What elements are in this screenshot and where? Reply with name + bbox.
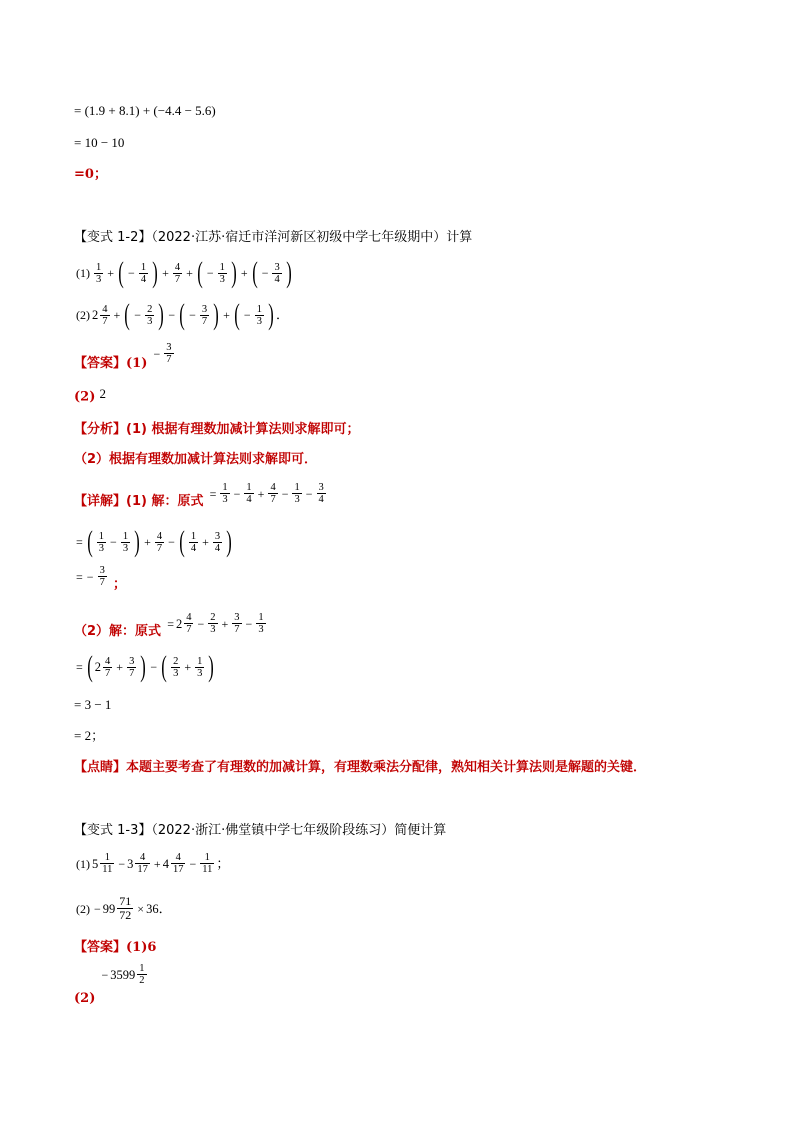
variant-1-2-analysis-1: 【分析】(1) 根据有理数加减计算法则求解即可； — [74, 422, 360, 437]
calc-line-1: = (1.9 + 8.1) + (−4.4 − 5.6) — [74, 103, 216, 118]
variant-1-3-answer-2: (2) − 3599 1 2 — [74, 963, 145, 1006]
variant-1-2-header: 【变式 1-2】（2022·江苏·宿迁市洋河新区初级中学七年级期中）计算 — [74, 230, 473, 245]
variant-1-2-detail-1-step-2: = ( 1 3 − $\frac{1}{3}$ ) + $\frac{4}{7}$ − ( 1 4 + $\frac{3}{4}$ ) — [76, 525, 232, 558]
variant-1-2-detail-2: （2）解：原式 = 2 4 7 − $\frac{2}{3}$ + $\frac{3}{7}$ − $\frac{1}{3}$ — [74, 612, 264, 639]
variant-1-2-detail-2-step-4: = 2； — [74, 728, 105, 743]
calc-line-3: =0； — [74, 167, 107, 182]
variant-1-2-detail-2-step-3: = 3 − 1 — [74, 697, 112, 712]
variant-1-3-question-2: (2) − 99 $\frac{71}{72}$ × 36 ． — [76, 894, 172, 922]
variant-1-3-header: 【变式 1-3】（2022·浙江·佛堂镇中学七年级阶段练习）简便计算 — [74, 823, 447, 838]
variant-1-2-question-2: (2) 2 4 7 + ( − $\frac{2}{3}$ ) − ( − $\frac{3}{7}$ ) + ( − $\frac{1}{3}$ ) ． — [76, 298, 289, 331]
calc-line-2: = 10 − 10 — [74, 135, 125, 150]
variant-1-3-answer-1: 【答案】(1)6 — [74, 940, 157, 955]
variant-1-2-detail-2-step-2: = ( 2 4 7 + $\frac{3}{7}$ ) − ( 2 3 + $\frac{1}{3}$ ) — [76, 650, 215, 683]
variant-1-3-question-1: (1) 5 1 11 − 3 4 17 + 4 4 17 − $\frac{1}{11}$ ； — [76, 852, 230, 875]
variant-1-2-answer-1: 【答案】(1) − $\frac{3}{7}$ — [74, 342, 172, 371]
variant-1-2-analysis-2: （2）根据有理数加减计算法则求解即可． — [74, 452, 318, 467]
variant-1-2-answer-2: (2) 2 — [74, 386, 106, 405]
variant-1-2-detail-1: 【详解】(1) 解：原式 = $\frac{1}{3}$ − $\frac{1}{4}$ + $\frac{4}{7}$ − $\frac{1}{3}$ − $\frac{3}{4}$ — [74, 482, 324, 509]
variant-1-2-detail-1-step-3: = − $\frac{3}{7}$ ； — [76, 565, 126, 592]
variant-1-2-comment: 【点睛】本题主要考查了有理数的加减计算，有理数乘法分配律，熟知相关计算法则是解题的关键． — [74, 760, 647, 775]
variant-1-2-question-1: (1) 1 3 + ( − $\frac{1}{4}$ ) + $\frac{4}{7}$ + ( − $\frac{1}{3}$ ) + ( − $\frac{3}{4}$ ) — [76, 256, 292, 289]
